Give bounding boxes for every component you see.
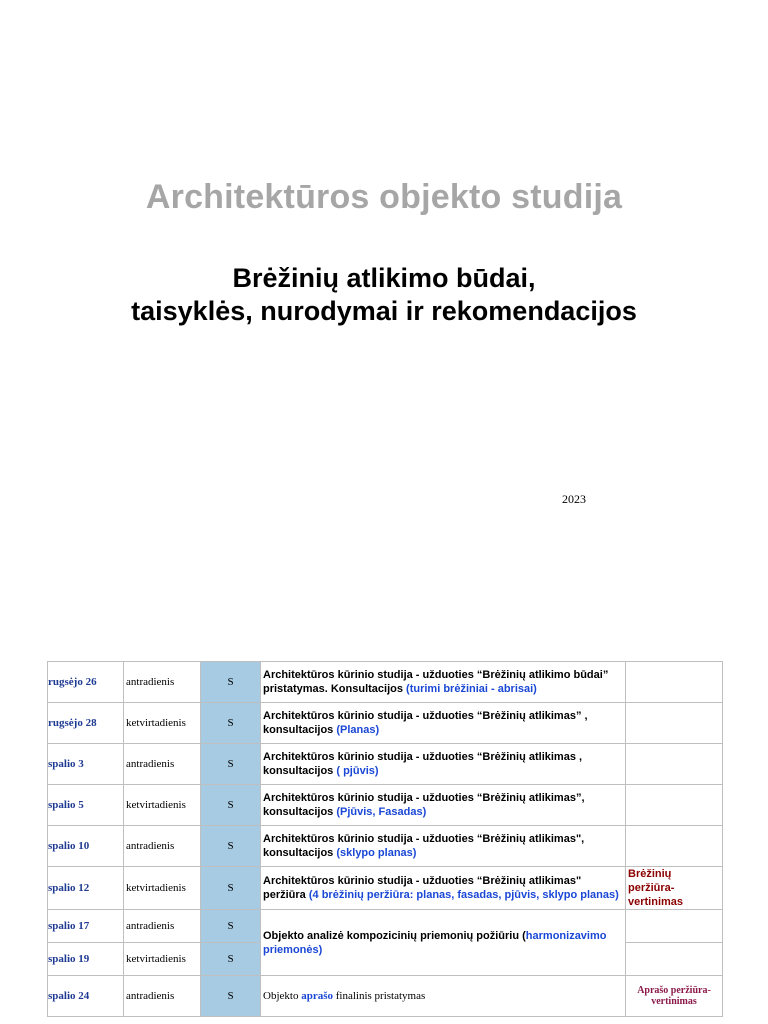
weekday-cell: antradienis bbox=[124, 744, 201, 785]
table-row bbox=[48, 785, 723, 826]
date-cell: spalio 5 bbox=[48, 785, 124, 826]
date-cell: spalio 10 bbox=[48, 826, 124, 867]
task-cell bbox=[261, 744, 626, 785]
date-cell: spalio 12 bbox=[48, 867, 124, 910]
session-type-cell: S bbox=[201, 785, 261, 826]
note-cell bbox=[626, 910, 723, 943]
note-cell: Aprašo peržiūra-vertinimas bbox=[626, 976, 723, 1017]
note-cell bbox=[626, 785, 723, 826]
task-cell bbox=[261, 785, 626, 826]
session-type-cell: S bbox=[201, 910, 261, 943]
note-cell bbox=[626, 943, 723, 976]
task-text: Objekto analizė kompozicinių priemonių požiūriu ( bbox=[263, 929, 526, 942]
session-type-cell: S bbox=[201, 943, 261, 976]
note-cell bbox=[626, 826, 723, 867]
weekday-cell: antradienis bbox=[124, 976, 201, 1017]
task-highlight: harmonizavimo priemonės) bbox=[263, 929, 607, 956]
task-cell bbox=[261, 826, 626, 867]
weekday-cell: ketvirtadienis bbox=[124, 943, 201, 976]
note-cell bbox=[626, 703, 723, 744]
task-text: Architektūros kūrinio studija - užduoties “Brėžinių atlikimas", konsultacijos bbox=[263, 833, 585, 859]
task-highlight: ( pjūvis) bbox=[336, 765, 379, 777]
table-row bbox=[48, 976, 723, 1017]
task-text-end: finalinis pristatymas bbox=[332, 990, 426, 1002]
document-subtitle bbox=[0, 262, 768, 328]
task-text: Architektūros kūrinio studija - užduoties “Brėžinių atlikimas" peržiūra bbox=[263, 875, 582, 901]
session-type-cell: S bbox=[201, 976, 261, 1017]
document-year: 2023 bbox=[562, 492, 586, 506]
date-cell: rugsėjo 28 bbox=[48, 703, 124, 744]
task-cell bbox=[261, 867, 626, 910]
weekday-cell: antradienis bbox=[124, 662, 201, 703]
task-highlight: (4 brėžinių peržiūra: planas, fasadas, pjūvis, sklypo planas) bbox=[308, 889, 619, 901]
course-title: Architektūros objekto studija bbox=[145, 178, 623, 216]
date-cell: spalio 3 bbox=[48, 744, 124, 785]
subtitle-line-1: Brėžinių atlikimo būdai, bbox=[232, 263, 536, 293]
task-cell bbox=[261, 662, 626, 703]
task-text: Objekto bbox=[263, 990, 302, 1002]
task-highlight: (Pjūvis, Fasadas) bbox=[336, 806, 427, 818]
weekday-cell: ketvirtadienis bbox=[124, 867, 201, 910]
note-cell bbox=[626, 744, 723, 785]
date-cell: spalio 19 bbox=[48, 943, 124, 976]
task-cell bbox=[261, 910, 626, 976]
task-cell bbox=[261, 976, 626, 1017]
subtitle-line-2: taisyklės, nurodymai ir rekomendacijos bbox=[131, 296, 637, 326]
weekday-cell: antradienis bbox=[124, 826, 201, 867]
session-type-cell: S bbox=[201, 744, 261, 785]
note-cell: Brėžinių peržiūra-vertinimas bbox=[626, 867, 723, 910]
table-row bbox=[48, 662, 723, 703]
table-row bbox=[48, 703, 723, 744]
session-type-cell: S bbox=[201, 867, 261, 910]
date-cell: spalio 17 bbox=[48, 910, 124, 943]
date-cell: rugsėjo 26 bbox=[48, 662, 124, 703]
task-text: Architektūros kūrinio studija - užduoties “Brėžinių atlikimo būdai” pristatymas. Konsultacijos bbox=[263, 669, 609, 695]
task-highlight: (sklypo planas) bbox=[336, 847, 417, 859]
session-type-cell: S bbox=[201, 826, 261, 867]
task-text: Architektūros kūrinio studija - užduoties “Brėžinių atlikimas , konsultacijos bbox=[263, 751, 583, 777]
task-text: Architektūros kūrinio studija - užduoties “Brėžinių atlikimas” , konsultacijos bbox=[263, 710, 588, 736]
table-row bbox=[48, 910, 723, 943]
table-row bbox=[48, 744, 723, 785]
schedule-table bbox=[47, 661, 723, 1017]
task-cell bbox=[261, 703, 626, 744]
weekday-cell: antradienis bbox=[124, 910, 201, 943]
session-type-cell: S bbox=[201, 662, 261, 703]
task-text: Architektūros kūrinio studija - užduoties “Brėžinių atlikimas”, konsultacijos bbox=[263, 792, 585, 818]
weekday-cell: ketvirtadienis bbox=[124, 785, 201, 826]
task-highlight: aprašo bbox=[301, 990, 333, 1002]
weekday-cell: ketvirtadienis bbox=[124, 703, 201, 744]
task-highlight: (Planas) bbox=[336, 724, 380, 736]
table-row bbox=[48, 867, 723, 910]
table-row bbox=[48, 826, 723, 867]
task-highlight: (turimi brėžiniai - abrisai) bbox=[406, 683, 537, 695]
session-type-cell: S bbox=[201, 703, 261, 744]
date-cell: spalio 24 bbox=[48, 976, 124, 1017]
note-cell bbox=[626, 662, 723, 703]
